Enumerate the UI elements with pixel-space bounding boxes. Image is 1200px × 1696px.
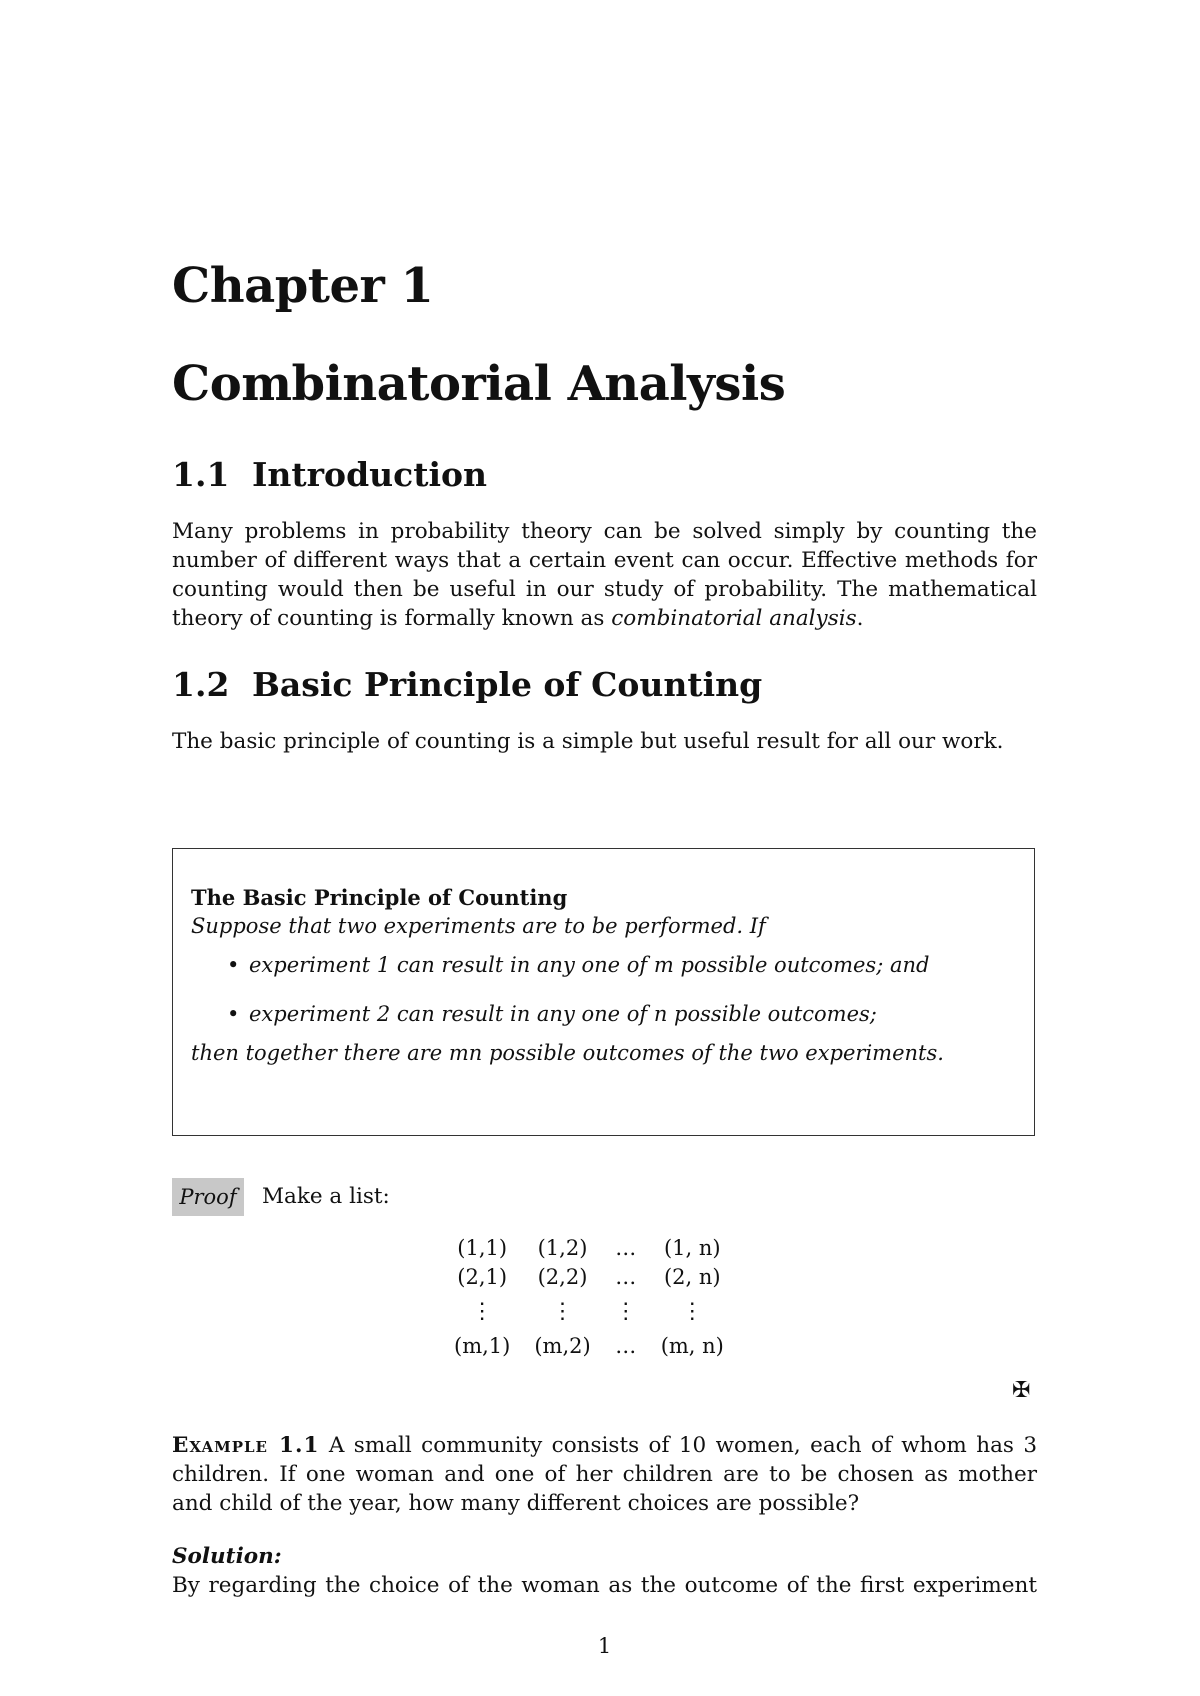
qed-icon: ✠ xyxy=(1012,1378,1031,1403)
matrix-cell: … xyxy=(615,1265,637,1289)
list-item-text: experiment 2 can result in any one of n possible outcomes; xyxy=(249,1002,877,1026)
proof-text: Make a list: xyxy=(262,1184,390,1209)
chapter-label: Chapter 1 xyxy=(172,258,434,314)
section-title: Introduction xyxy=(252,455,488,494)
matrix-cell: (2, n) xyxy=(663,1265,721,1289)
matrix-cell: (m,2) xyxy=(534,1334,591,1358)
chapter-title: Combinatorial Analysis xyxy=(172,356,786,412)
matrix-cell: (1, n) xyxy=(663,1236,721,1260)
matrix-row xyxy=(442,1292,736,1332)
proof-tag: Proof xyxy=(172,1178,244,1216)
bullet-icon: • xyxy=(227,953,240,977)
matrix-cell: … xyxy=(615,1236,637,1260)
section-heading-introduction xyxy=(172,455,487,494)
page-number: 1 xyxy=(597,1634,612,1658)
matrix-row xyxy=(442,1332,736,1361)
example-text: A small community consists of 10 women, each of whom has 3 children. If one woman and one of her children are to be chosen as mother and child of the year, how many different choices are possible? xyxy=(172,1433,1037,1516)
matrix-cell: ⋮ xyxy=(614,1299,637,1324)
matrix-row xyxy=(442,1263,736,1292)
example-label: Example 1.1 xyxy=(172,1433,320,1458)
solution-text: By regarding the choice of the woman as the outcome of the first experiment xyxy=(172,1573,1037,1598)
outcome-matrix xyxy=(442,1234,736,1361)
intro-text-end: . xyxy=(856,606,864,631)
theorem-box xyxy=(172,848,1035,1136)
matrix-row xyxy=(442,1234,736,1263)
intro-text: Many problems in probability theory can be solved simply by counting the number of different ways that a certain event can occur. Effective methods for counting would then be useful in our study of probability. The mathematical theory of counting is formally known as xyxy=(172,519,1037,631)
bullet-icon: • xyxy=(227,1002,240,1026)
matrix-cell: (m, n) xyxy=(660,1334,724,1358)
introduction-paragraph xyxy=(172,517,1037,633)
intro-emphasis: combinatorial analysis xyxy=(611,606,857,631)
matrix-cell: ⋮ xyxy=(681,1299,704,1324)
theorem-conclusion: then together there are mn possible outcomes of the two experiments. xyxy=(191,1041,944,1065)
matrix-cell: (1,1) xyxy=(457,1236,508,1260)
basic-principle-paragraph: The basic principle of counting is a simple but useful result for all our work. xyxy=(172,729,1004,754)
section-title: Basic Principle of Counting xyxy=(252,665,763,704)
matrix-cell: (1,2) xyxy=(537,1236,588,1260)
list-item xyxy=(191,951,1011,980)
section-heading-basic-principle xyxy=(172,665,762,704)
example-paragraph xyxy=(172,1431,1037,1518)
section-number: 1.2 xyxy=(172,665,230,704)
theorem-intro: Suppose that two experiments are to be performed. If xyxy=(191,914,766,938)
section-number: 1.1 xyxy=(172,455,230,494)
matrix-cell: ⋮ xyxy=(471,1299,494,1324)
matrix-cell: (m,1) xyxy=(454,1334,511,1358)
theorem-list xyxy=(191,951,1011,1029)
matrix-cell: … xyxy=(615,1334,637,1358)
matrix-cell: (2,2) xyxy=(537,1265,588,1289)
list-item xyxy=(191,1000,1011,1029)
matrix-cell: (2,1) xyxy=(457,1265,508,1289)
solution-label: Solution: xyxy=(172,1544,282,1569)
theorem-title: The Basic Principle of Counting xyxy=(191,885,568,910)
matrix-cell: ⋮ xyxy=(551,1299,574,1324)
list-item-text: experiment 1 can result in any one of m possible outcomes; and xyxy=(249,953,930,977)
